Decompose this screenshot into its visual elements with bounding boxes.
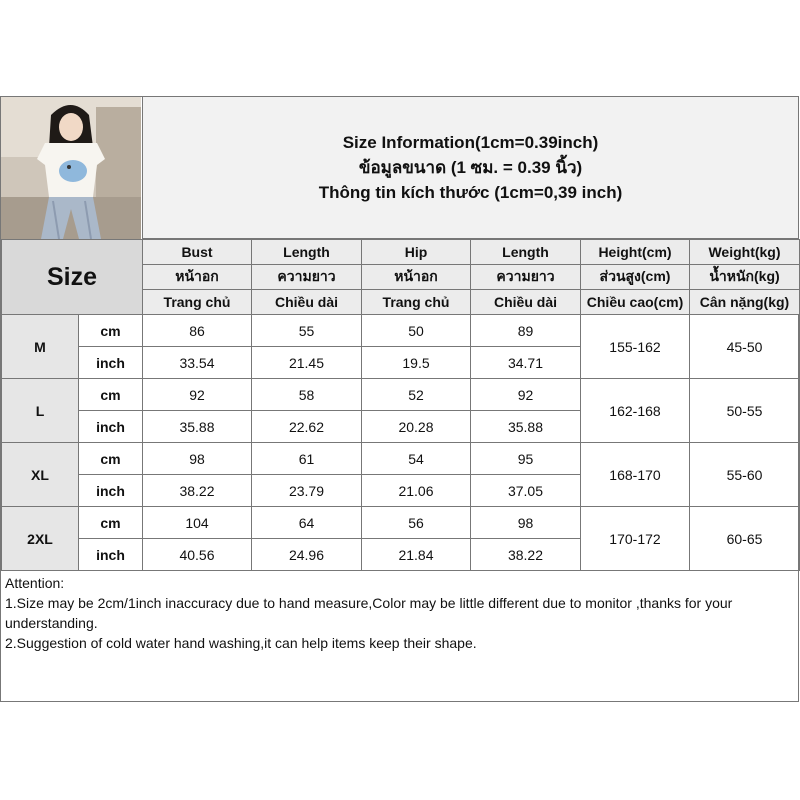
weight-range: 45-50 — [690, 315, 800, 379]
unit-label-cm: cm — [79, 379, 143, 411]
header-length-2-vi: Chiều dài — [471, 290, 581, 315]
info-title-thai: ข้อมูลขนาด (1 ซม. = 0.39 นิ้ว) — [358, 158, 583, 177]
size-header-cell: Size — [2, 240, 143, 315]
header-height-vi: Chiều cao(cm) — [581, 290, 690, 315]
length-inch: 21.45 — [252, 347, 362, 379]
header-weight-thai: น้ำหนัก(kg) — [690, 265, 800, 290]
size-label: M — [2, 315, 79, 379]
attention-note-1: 1.Size may be 2cm/1inch inaccuracy due to hand measure,Color may be little different due to monitor ,thanks for your understanding. — [5, 595, 733, 631]
header-hip-thai: หน้าอก — [362, 265, 471, 290]
table-row — [2, 379, 800, 411]
unit-label-inch: inch — [79, 411, 143, 443]
length-cm: 55 — [252, 315, 362, 347]
weight-range: 55-60 — [690, 443, 800, 507]
size-label: XL — [2, 443, 79, 507]
size-table — [1, 239, 800, 571]
header-length-2-thai: ความยาว — [471, 265, 581, 290]
info-title-vietnamese: Thông tin kích thước (1cm=0,39 inch) — [318, 183, 623, 202]
header-height: Height(cm) — [581, 240, 690, 265]
hip-inch: 20.28 — [362, 411, 471, 443]
table-row — [2, 507, 800, 539]
table-row — [2, 315, 800, 347]
header-hip-vi: Trang chủ — [362, 290, 471, 315]
info-title-english: Size Information(1cm=0.39inch) — [342, 133, 599, 152]
product-photo — [1, 97, 141, 239]
hip-inch: 21.06 — [362, 475, 471, 507]
attention-title: Attention: — [5, 575, 65, 591]
length-2-cm: 95 — [471, 443, 581, 475]
height-range: 168-170 — [581, 443, 690, 507]
table-row — [2, 443, 800, 475]
bust-inch: 40.56 — [143, 539, 252, 571]
length-cm: 64 — [252, 507, 362, 539]
height-range: 162-168 — [581, 379, 690, 443]
header-length-vi: Chiều dài — [252, 290, 362, 315]
length-inch: 23.79 — [252, 475, 362, 507]
bust-cm: 98 — [143, 443, 252, 475]
header-length-thai: ความยาว — [252, 265, 362, 290]
header-weight-vi: Cân nặng(kg) — [690, 290, 800, 315]
size-label: L — [2, 379, 79, 443]
length-2-inch: 38.22 — [471, 539, 581, 571]
bust-cm: 92 — [143, 379, 252, 411]
length-2-cm: 98 — [471, 507, 581, 539]
bust-cm: 104 — [143, 507, 252, 539]
length-2-inch: 37.05 — [471, 475, 581, 507]
bust-inch: 33.54 — [143, 347, 252, 379]
header-weight: Weight(kg) — [690, 240, 800, 265]
length-2-cm: 92 — [471, 379, 581, 411]
length-cm: 61 — [252, 443, 362, 475]
length-2-cm: 89 — [471, 315, 581, 347]
unit-label-inch: inch — [79, 347, 143, 379]
header-hip: Hip — [362, 240, 471, 265]
length-2-inch: 34.71 — [471, 347, 581, 379]
unit-label-cm: cm — [79, 443, 143, 475]
size-information-header — [142, 97, 798, 239]
hip-cm: 54 — [362, 443, 471, 475]
header-row-english — [2, 240, 800, 265]
bust-inch: 38.22 — [143, 475, 252, 507]
header-length-2: Length — [471, 240, 581, 265]
unit-label-cm: cm — [79, 315, 143, 347]
attention-note-2: 2.Suggestion of cold water hand washing,it can help items keep their shape. — [5, 635, 477, 651]
hip-inch: 21.84 — [362, 539, 471, 571]
hip-cm: 56 — [362, 507, 471, 539]
weight-range: 60-65 — [690, 507, 800, 571]
bust-cm: 86 — [143, 315, 252, 347]
unit-label-inch: inch — [79, 475, 143, 507]
model-photo-illustration — [1, 97, 141, 239]
unit-label-inch: inch — [79, 539, 143, 571]
weight-range: 50-55 — [690, 379, 800, 443]
bust-inch: 35.88 — [143, 411, 252, 443]
height-range: 170-172 — [581, 507, 690, 571]
hip-cm: 52 — [362, 379, 471, 411]
unit-label-cm: cm — [79, 507, 143, 539]
header-length: Length — [252, 240, 362, 265]
header-bust-vi: Trang chủ — [143, 290, 252, 315]
attention-notes — [5, 573, 795, 653]
header-height-thai: ส่วนสูง(cm) — [581, 265, 690, 290]
height-range: 155-162 — [581, 315, 690, 379]
length-inch: 24.96 — [252, 539, 362, 571]
header-bust-thai: หน้าอก — [143, 265, 252, 290]
length-cm: 58 — [252, 379, 362, 411]
length-inch: 22.62 — [252, 411, 362, 443]
hip-inch: 19.5 — [362, 347, 471, 379]
size-label: 2XL — [2, 507, 79, 571]
hip-cm: 50 — [362, 315, 471, 347]
header-bust: Bust — [143, 240, 252, 265]
length-2-inch: 35.88 — [471, 411, 581, 443]
